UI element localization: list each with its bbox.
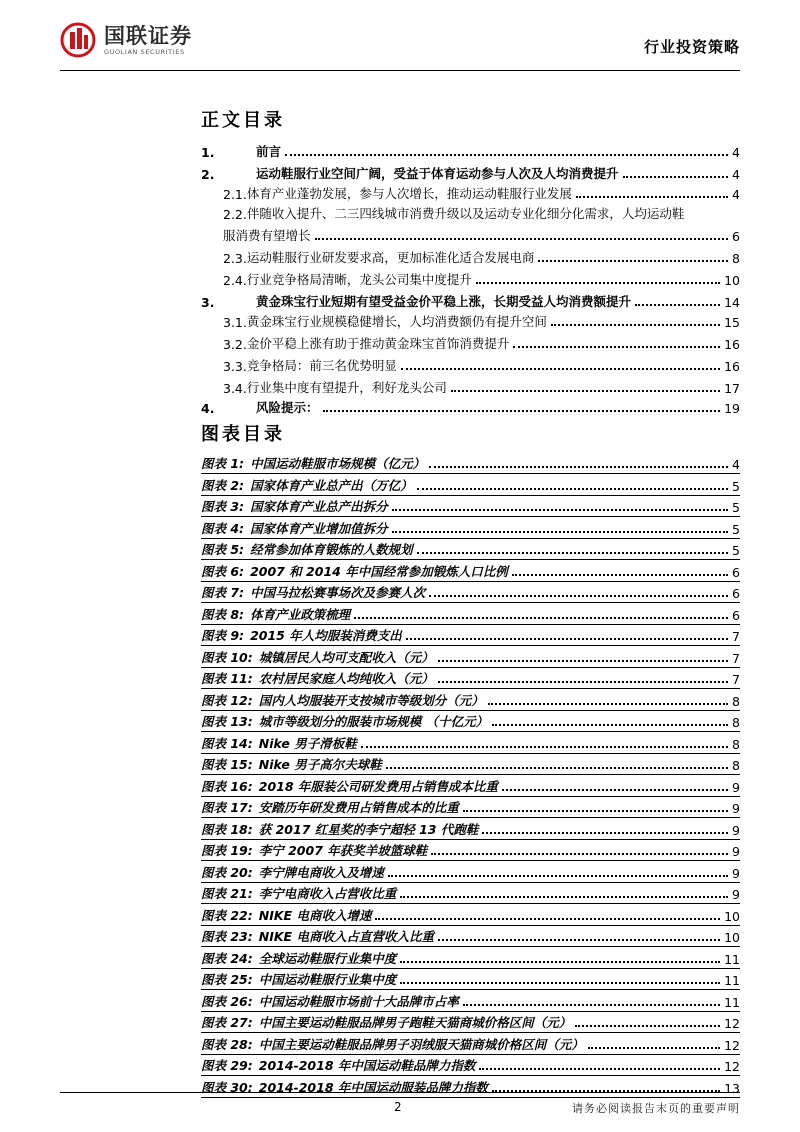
- figure-entry-label: 图表 6:: [201, 563, 245, 579]
- figure-entry[interactable]: [201, 689, 740, 709]
- toc-heading: 正文目录: [201, 110, 285, 131]
- dot-leader: [463, 1004, 720, 1006]
- figure-entry-title: 2018 年服装公司研发费用占销售成本比重: [258, 778, 498, 794]
- dot-leader: [551, 324, 720, 326]
- header-rule: [60, 70, 740, 71]
- figure-entry-label: 图表 12:: [201, 692, 253, 708]
- figure-entry-label: 图表 9:: [201, 628, 245, 643]
- toc-entry[interactable]: [201, 182, 740, 202]
- figure-entry-title: 中国运动鞋服市场规模（亿元）: [250, 456, 426, 471]
- dot-leader: [429, 466, 728, 468]
- figure-entry-page: 8: [732, 736, 740, 752]
- dot-leader: [451, 390, 720, 392]
- figure-entry-page: 9: [732, 822, 740, 838]
- dot-leader: [502, 789, 728, 791]
- figure-entry-title: 中国运动鞋服行业集中度: [258, 972, 397, 987]
- toc-entry-number: 3.1.: [223, 315, 247, 330]
- toc-entry-number: 2.1.: [223, 187, 247, 202]
- figure-entry[interactable]: [201, 732, 740, 752]
- toc-entry-number: 3.2.: [223, 337, 247, 352]
- dot-leader: [575, 1025, 720, 1027]
- figure-entry[interactable]: [201, 517, 740, 537]
- dot-leader: [576, 196, 728, 198]
- figure-entry-label: 图表 21:: [201, 886, 253, 901]
- figure-entry-label: 图表 11:: [201, 671, 253, 686]
- figure-entry-label: 图表 4:: [201, 520, 245, 536]
- toc-entry-number: 3.4.: [223, 381, 247, 396]
- figure-entry[interactable]: [201, 861, 740, 881]
- figure-entry-page: 5: [732, 478, 740, 494]
- figure-entry-page: 9: [732, 801, 740, 816]
- toc-entry-number: 2.: [201, 167, 215, 182]
- dot-leader: [400, 982, 720, 984]
- toc-entry-title: 前言: [256, 144, 282, 159]
- toc-entry-title: 金价平稳上涨有助于推动黄金珠宝首饰消费提升: [246, 336, 510, 351]
- toc-entry-number: 1.: [201, 145, 215, 160]
- toc-entry-number: 4.: [201, 401, 215, 416]
- figure-row-rule: [201, 1097, 740, 1098]
- figure-entry-title: 城市等级划分的服装市场规模 （十亿元）: [258, 714, 489, 729]
- dot-leader: [354, 617, 728, 619]
- dot-leader: [406, 638, 728, 640]
- dot-leader: [463, 810, 728, 812]
- figure-entry-title: 李宁牌电商收入及增速: [258, 864, 384, 880]
- dot-leader: [401, 368, 720, 370]
- toc-entry-number: 2.4.: [223, 273, 247, 288]
- figure-entry-page: 5: [732, 500, 740, 515]
- dot-leader: [438, 939, 720, 941]
- figure-entry-title: 2015 年人均服装消费支出: [250, 628, 402, 643]
- dot-leader: [431, 853, 728, 855]
- figure-entry[interactable]: [201, 538, 740, 558]
- toc-entry-page: 4: [732, 187, 740, 202]
- figure-entry-label: 图表 19:: [201, 843, 253, 858]
- toc-entry[interactable]: [201, 376, 740, 396]
- figure-entry-page: 10: [724, 908, 740, 924]
- figure-entry-label: 图表 14:: [201, 735, 253, 751]
- figure-entry-title: 体育产业政策梳理: [250, 606, 351, 622]
- toc-entry-title: 体育产业蓬勃发展，参与人次增长，推动运动鞋服行业发展: [246, 186, 572, 201]
- figure-entry-label: 图表 8:: [201, 606, 245, 622]
- figure-entry-label: 图表 30:: [201, 1079, 253, 1095]
- toc-entry-title: 伴随收入提升、二三四线城市消费升级以及运动专业化细分化需求，人均运动鞋: [246, 206, 685, 221]
- figure-entry-page: 9: [732, 844, 740, 859]
- toc-entry-number: 3.3.: [223, 359, 247, 374]
- figure-entry-page: 7: [732, 650, 740, 666]
- figure-entry-label: 图表 2:: [201, 477, 245, 493]
- dot-leader: [512, 574, 728, 576]
- figure-entry-title: NIKE 电商收入增速: [258, 907, 372, 923]
- toc-entry-page: 16: [724, 359, 740, 374]
- figure-entry-page: 9: [732, 887, 740, 902]
- figure-entry[interactable]: [201, 839, 740, 859]
- figure-entry-title: 获 2017 红星奖的李宁超轻 13 代跑鞋: [258, 821, 479, 837]
- figure-entry-label: 图表 25:: [201, 972, 253, 987]
- figure-entry[interactable]: [201, 968, 740, 988]
- figure-entry-page: 5: [732, 543, 740, 558]
- dot-leader: [285, 154, 728, 156]
- figure-entry[interactable]: [201, 624, 740, 644]
- dot-leader: [513, 346, 720, 348]
- toc-entry[interactable]: [201, 332, 740, 352]
- dot-leader: [635, 304, 720, 306]
- toc-entry[interactable]: [201, 354, 740, 374]
- figure-entry-title: 中国主要运动鞋服品牌男子羽绒服天猫商城价格区间（元）: [258, 1036, 584, 1052]
- dot-leader: [386, 767, 728, 769]
- toc-entry[interactable]: [201, 246, 740, 266]
- figure-entry-label: 图表 20:: [201, 864, 253, 880]
- figure-entry-label: 图表 29:: [201, 1058, 253, 1073]
- figure-entry[interactable]: [201, 560, 740, 580]
- dot-leader: [400, 896, 728, 898]
- figure-entry[interactable]: [201, 581, 740, 601]
- figure-entry-page: 9: [732, 779, 740, 795]
- figure-entry-label: 图表 24:: [201, 950, 253, 966]
- figure-entry[interactable]: [201, 710, 740, 730]
- figure-entry-title: 2014-2018 年中国运动服装品牌力指数: [258, 1079, 488, 1095]
- figure-entry-title: 国家体育产业增加值拆分: [250, 520, 388, 536]
- dot-leader: [482, 832, 728, 834]
- figure-entry-page: 8: [732, 693, 740, 709]
- dot-leader: [623, 176, 729, 178]
- disclaimer-note: 请务必阅读报告末页的重要声明: [572, 1102, 740, 1115]
- figure-entry-title: 2014-2018 年中国运动鞋品牌力指数: [258, 1058, 476, 1073]
- toc-entry[interactable]: [201, 140, 740, 160]
- toc-entry-title: 风险提示：: [256, 400, 319, 415]
- figure-entry-title: NIKE 电商收入占直营收入比重: [258, 929, 434, 944]
- figure-entry-label: 图表 27:: [201, 1015, 253, 1030]
- figure-entry[interactable]: [201, 603, 740, 623]
- figure-entry-label: 图表 13:: [201, 714, 253, 729]
- toc-entry[interactable]: [201, 162, 740, 182]
- toc-entry-page: 14: [724, 295, 740, 310]
- dot-leader: [392, 509, 728, 511]
- figure-entry-label: 图表 15:: [201, 757, 253, 772]
- toc-entry-title: 运动鞋服行业空间广阔，受益于体育运动参与人次及人均消费提升: [256, 166, 619, 181]
- toc-entry-title: 黄金珠宝行业规模稳健增长，人均消费额仍有提升空间: [246, 314, 547, 329]
- dot-leader: [429, 595, 728, 597]
- toc-entry[interactable]: [201, 202, 740, 222]
- toc-entry-number: 2.2.: [223, 207, 247, 222]
- toc-entry-continuation[interactable]: [201, 224, 740, 244]
- document-type: 行业投资策略: [643, 38, 740, 56]
- figure-entry[interactable]: [201, 818, 740, 838]
- figure-entry-label: 图表 10:: [201, 649, 253, 665]
- figure-entry-page: 8: [732, 715, 740, 730]
- figure-entry[interactable]: [201, 925, 740, 945]
- figure-entry-page: 6: [732, 564, 740, 580]
- toc-entry[interactable]: [201, 310, 740, 330]
- figure-entry-page: 11: [724, 973, 740, 988]
- figure-list-heading: 图表目录: [201, 424, 285, 445]
- figure-entry[interactable]: [201, 667, 740, 687]
- figure-entry[interactable]: [201, 753, 740, 773]
- dot-leader: [538, 260, 728, 262]
- toc-entry-page: 15: [724, 315, 740, 330]
- dot-leader: [479, 1068, 720, 1070]
- figure-entry-page: 9: [732, 865, 740, 881]
- dot-leader: [375, 918, 720, 920]
- dot-leader: [438, 660, 728, 662]
- figure-entry-page: 10: [724, 930, 740, 945]
- figure-entry-page: 11: [724, 994, 740, 1010]
- figure-entry-page: 4: [732, 457, 740, 472]
- figure-entry[interactable]: [201, 990, 740, 1010]
- toc-entry[interactable]: [201, 268, 740, 288]
- figure-entry-page: 12: [724, 1037, 740, 1053]
- figure-entry-page: 5: [732, 521, 740, 537]
- figure-entry[interactable]: [201, 775, 740, 795]
- figure-entry-title: 李宁 2007 年获奖羊坡篮球鞋: [258, 843, 428, 858]
- figure-entry-title: 城镇居民人均可支配收入（元）: [258, 649, 434, 665]
- figure-entry-label: 图表 28:: [201, 1036, 253, 1052]
- figure-entry-page: 7: [732, 672, 740, 687]
- figure-entry-label: 图表 3:: [201, 499, 245, 514]
- toc-entry-page: 8: [732, 251, 740, 266]
- figure-entry[interactable]: [201, 495, 740, 515]
- figure-entry-label: 图表 16:: [201, 778, 253, 794]
- toc-entry-title: 运动鞋服行业研发要求高，更加标准化适合发展电商: [246, 250, 535, 265]
- dot-leader: [417, 488, 728, 490]
- figure-entry-title: Nike 男子高尔夫球鞋: [258, 757, 382, 772]
- dot-leader: [315, 238, 729, 240]
- toc-entry[interactable]: [201, 396, 740, 416]
- figure-entry-label: 图表 23:: [201, 929, 253, 944]
- figure-entry[interactable]: [201, 904, 740, 924]
- toc-entry-page: 17: [724, 381, 740, 396]
- figure-entry-page: 7: [732, 629, 740, 644]
- figure-entry-label: 图表 1:: [201, 456, 245, 471]
- toc-entry-page: 4: [732, 167, 740, 182]
- figure-entry-title: 农村居民家庭人均纯收入（元）: [258, 671, 434, 686]
- figure-entry-title: 中国马拉松赛事场次及参赛人次: [250, 585, 426, 600]
- figure-entry-page: 6: [732, 586, 740, 601]
- company-logo: [60, 22, 192, 58]
- dot-leader: [488, 703, 728, 705]
- toc-entry-title-continued: 服消费有望增长: [223, 228, 311, 243]
- toc-entry-page: 4: [732, 145, 740, 160]
- figure-entry-page: 6: [732, 607, 740, 623]
- figure-entry-page: 12: [724, 1016, 740, 1031]
- toc-entry-page: 10: [724, 273, 740, 288]
- figure-entry[interactable]: [201, 947, 740, 967]
- dot-leader: [492, 724, 728, 726]
- figure-entry-label: 图表 5:: [201, 542, 245, 557]
- guolian-logo-icon: [60, 22, 96, 58]
- dot-leader: [361, 746, 728, 748]
- figure-entry-title: 李宁电商收入占营收比重: [258, 886, 397, 901]
- dot-leader: [417, 552, 728, 554]
- logo-english-name: GUOLIAN SECURITIES: [104, 47, 185, 56]
- toc-entry[interactable]: [201, 290, 740, 310]
- page-header: [0, 0, 800, 80]
- figure-entry-label: 图表 26:: [201, 993, 253, 1009]
- figure-entry-title: 全球运动鞋服行业集中度: [258, 950, 397, 966]
- figure-entry-page: 12: [724, 1059, 740, 1074]
- footer-rule: [60, 1092, 740, 1093]
- toc-entry-page: 16: [724, 337, 740, 352]
- figure-entry-title: 经常参加体育锻炼的人数规划: [250, 542, 413, 557]
- figure-entry[interactable]: [201, 1011, 740, 1031]
- toc-entry-page: 19: [724, 401, 740, 416]
- figure-entry-title: 中国主要运动鞋服品牌男子跑鞋天猫商城价格区间（元）: [258, 1015, 572, 1030]
- figure-entry-title: 国内人均服装开支按城市等级划分（元）: [258, 692, 484, 708]
- figure-entry-label: 图表 18:: [201, 821, 253, 837]
- toc-entry-number: 3.: [201, 295, 215, 310]
- figure-entry[interactable]: [201, 1033, 740, 1053]
- figure-entry[interactable]: [201, 452, 740, 472]
- toc-entry-title: 行业集中度有望提升，利好龙头公司: [246, 380, 447, 395]
- figure-entry[interactable]: [201, 796, 740, 816]
- figure-entry-title: 国家体育产业总产出拆分: [250, 499, 388, 514]
- figure-entry[interactable]: [201, 474, 740, 494]
- dot-leader: [438, 681, 728, 683]
- figure-entry[interactable]: [201, 646, 740, 666]
- toc-entry-number: 2.3.: [223, 251, 247, 266]
- toc-entry-title: 黄金珠宝行业短期有望受益金价平稳上涨，长期受益人均消费额提升: [256, 294, 632, 309]
- dot-leader: [392, 531, 728, 533]
- figure-entry-title: Nike 男子滑板鞋: [258, 735, 357, 751]
- logo-chinese-name: 国联证券: [104, 23, 192, 48]
- toc-entry-page: 6: [732, 229, 740, 244]
- figure-entry-title: 国家体育产业总产出（万亿）: [250, 477, 413, 493]
- figure-entry-page: 13: [724, 1080, 740, 1096]
- figure-entry-label: 图表 22:: [201, 907, 253, 923]
- page-number: 2: [394, 1100, 402, 1114]
- dot-leader: [588, 1047, 720, 1049]
- figure-entry[interactable]: [201, 882, 740, 902]
- dot-leader: [323, 410, 721, 412]
- toc-entry-title: 行业竞争格局清晰，龙头公司集中度提升: [246, 272, 472, 287]
- figure-entry[interactable]: [201, 1054, 740, 1074]
- toc-entry-title: 竞争格局：前三名优势明显: [246, 358, 397, 373]
- dot-leader: [400, 961, 720, 963]
- figure-entry-title: 2007 和 2014 年中国经常参加锻炼人口比例: [250, 563, 508, 579]
- figure-entry-label: 图表 7:: [201, 585, 245, 600]
- figure-entry-title: 中国运动鞋服市场前十大品牌市占率: [258, 993, 459, 1009]
- figure-entry-label: 图表 17:: [201, 800, 253, 815]
- figure-entry-page: 8: [732, 758, 740, 773]
- dot-leader: [388, 875, 728, 877]
- figure-entry-page: 11: [724, 951, 740, 967]
- figure-entry-title: 安踏历年研发费用占销售成本的比重: [258, 800, 459, 815]
- dot-leader: [476, 282, 720, 284]
